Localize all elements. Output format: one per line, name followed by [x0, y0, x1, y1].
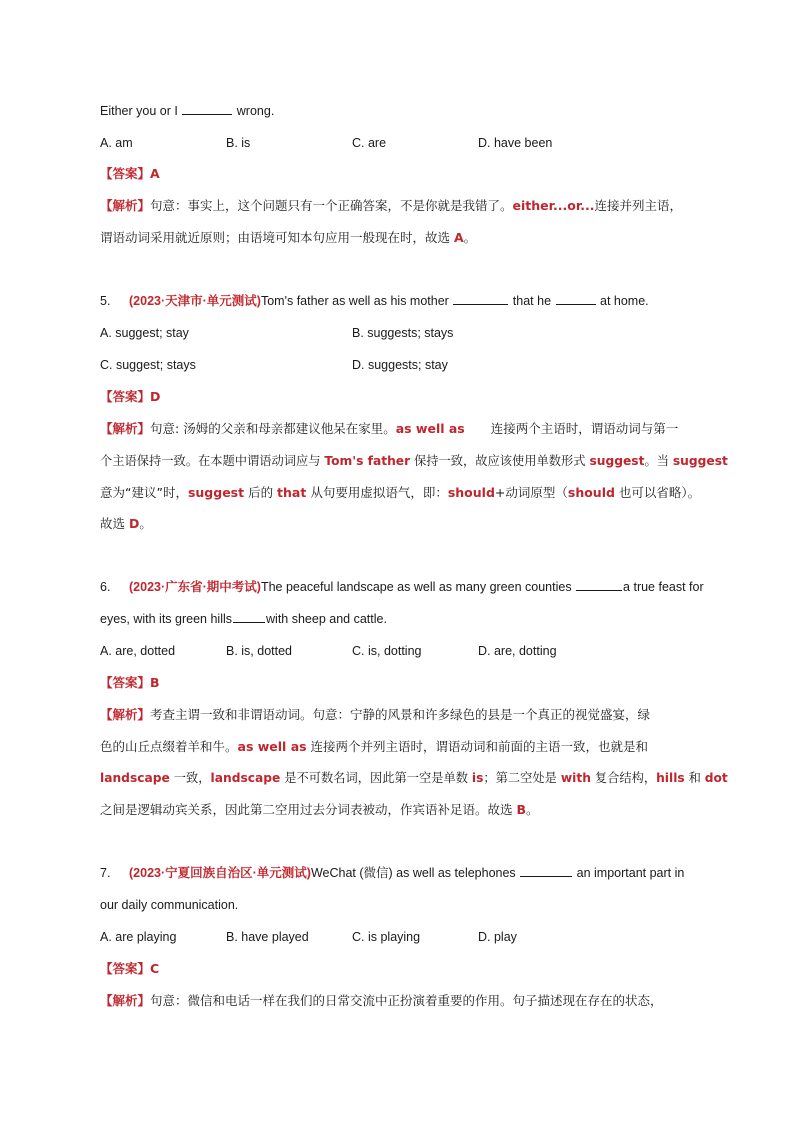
analysis-text: 之间是逻辑动宾关系，因此第二空用过去分词表被动，作宾语补足语。故选 [100, 802, 517, 817]
q6-stem-text: The peaceful landscape as well as many green counties [260, 580, 576, 594]
q5-option-a: A. suggest; stay [100, 326, 189, 340]
q4-option-b: B. is [226, 136, 251, 150]
analysis-text: 连接两个主语时，谓语动词与第一 [490, 421, 679, 436]
q6-analysis-line2 [100, 737, 722, 757]
analysis-text: 从句要用虚拟语气，即： [306, 485, 448, 500]
answer-tag: 【答案】 [100, 166, 151, 181]
q6-blank-1 [576, 578, 622, 591]
q7-answer-value: C [150, 961, 160, 976]
analysis-keyword: dot [704, 771, 728, 785]
analysis-keyword: suggest [589, 454, 645, 468]
analysis-keyword: Tom's father [324, 454, 411, 468]
analysis-keyword: D [128, 516, 140, 531]
analysis-text: 一致， [169, 771, 211, 785]
q7-option-d: D. play [478, 930, 517, 944]
q6-option-a: A. are, dotted [100, 644, 176, 658]
analysis-keyword: landscape [210, 771, 281, 785]
q7-stem-line1 [100, 863, 722, 883]
q5-option-c: C. suggest; stays [100, 358, 196, 372]
q6-option-b: B. is, dotted [226, 644, 293, 658]
q4-answer [100, 164, 722, 184]
q4-stem-text-end: wrong. [233, 104, 275, 118]
q6-analysis-line4 [100, 800, 722, 820]
q7-blank [520, 864, 572, 877]
analysis-tag: 【解析】 [100, 421, 151, 436]
q6-option-c: C. is, dotting [352, 644, 422, 658]
q6-number: 6. [100, 580, 111, 594]
analysis-text: 复合结构， [590, 771, 657, 785]
analysis-keyword: landscape [100, 771, 170, 785]
answer-tag: 【答案】 [100, 675, 151, 690]
q7-option-c: C. is playing [352, 930, 421, 944]
analysis-text: +动词原型（ [494, 485, 568, 500]
analysis-keyword: hills [656, 771, 685, 785]
q5-number: 5. [100, 294, 111, 308]
q4-blank [182, 102, 232, 115]
q5-answer-value: D [150, 389, 161, 404]
q7-stem-text: our daily communication. [100, 898, 239, 912]
q7-answer [100, 959, 722, 979]
q7-analysis-line1 [100, 991, 722, 1011]
analysis-keyword: as well as [395, 421, 465, 436]
analysis-keyword: with [560, 771, 591, 785]
analysis-keyword: should [447, 485, 495, 500]
analysis-keyword: suggest [672, 454, 728, 468]
q5-source: (2023·天津市·单元测试) [129, 294, 261, 308]
q6-blank-2 [233, 610, 265, 623]
analysis-tag: 【解析】 [100, 198, 151, 213]
analysis-text: ；第二空处是 [483, 771, 561, 785]
q4-option-d: D. have been [478, 136, 553, 150]
analysis-text: 是不可数名词，因此第一空是单数 [280, 771, 472, 785]
q4-answer-value: A [150, 166, 160, 181]
q6-stem-text: eyes, with its green hills [100, 612, 233, 626]
analysis-keyword: should [567, 485, 615, 500]
analysis-text: 个主语保持一致。在本题中谓语动词应与 [100, 454, 325, 468]
q6-stem-text: a true feast for [623, 580, 704, 594]
analysis-text: 故选 [100, 516, 129, 531]
q4-option-c: C. are [352, 136, 387, 150]
analysis-text: 句意: 汤姆的父亲和母亲都建议他呆在家里。 [150, 421, 396, 436]
q6-source: (2023·广东省·期中考试) [129, 580, 261, 594]
q6-analysis-line1 [100, 705, 722, 725]
q7-stem-line2 [100, 895, 722, 915]
q5-blank-2 [556, 292, 596, 305]
analysis-keyword: that [277, 485, 307, 500]
q6-answer [100, 673, 722, 693]
q4-stem-text: Either you or I [100, 104, 182, 118]
analysis-text: 和 [684, 771, 705, 785]
analysis-keyword: is [471, 771, 484, 785]
analysis-text: 句意：微信和电话一样在我们的日常交流中正扮演着重要的作用。句子描述现在存在的状态， [150, 993, 663, 1008]
analysis-text: 后的 [244, 485, 278, 500]
analysis-text: 。 [463, 230, 477, 245]
analysis-keyword: suggest [187, 485, 245, 500]
q6-answer-value: B [150, 675, 160, 690]
analysis-keyword: A [453, 230, 464, 245]
q7-option-a: A. are playing [100, 930, 177, 944]
analysis-text: 色的山丘点缀着羊和牛。 [100, 739, 238, 754]
analysis-tag: 【解析】 [100, 707, 151, 722]
analysis-text: 。 [139, 516, 152, 531]
q7-stem-text: an important part in [573, 866, 685, 880]
q5-analysis-line1 [100, 419, 722, 439]
analysis-keyword: as well as [237, 739, 307, 754]
analysis-text: 考查主谓一致和非谓语动词。句意：宁静的风景和许多绿色的县是一个真正的视觉盛宴，绿 [150, 707, 651, 722]
analysis-text: 连接并列主语， [594, 198, 683, 213]
q6-option-d: D. are, dotting [478, 644, 557, 658]
q5-stem [100, 291, 722, 311]
analysis-tag: 【解析】 [100, 993, 151, 1008]
analysis-text: 句意：事实上，这个问题只有一个正确答案，不是你就是我错了。 [150, 198, 513, 213]
analysis-text: 。当 [644, 454, 673, 468]
q6-analysis-line3 [100, 768, 728, 788]
q6-stem-line1 [100, 577, 722, 597]
q6-stem-text: with sheep and cattle. [266, 612, 387, 626]
q5-analysis-line2 [100, 451, 728, 471]
q5-stem-text: Tom's father as well as his mother [260, 294, 453, 308]
q5-blank-1 [453, 292, 508, 305]
q5-answer [100, 387, 722, 407]
answer-tag: 【答案】 [100, 961, 151, 976]
q7-number: 7. [100, 866, 111, 880]
q5-stem-text: at home. [596, 294, 649, 308]
answer-tag: 【答案】 [100, 389, 151, 404]
q4-stem [100, 101, 722, 121]
q7-option-b: B. have played [226, 930, 309, 944]
q5-stem-text: that he [509, 294, 555, 308]
analysis-keyword: either...or... [512, 198, 595, 213]
q5-option-b: B. suggests; stays [352, 326, 454, 340]
analysis-text: 保持一致，故应该使用单数形式 [410, 454, 590, 468]
analysis-text: 意为“建议”时， [100, 485, 188, 500]
q7-source: (2023·宁夏回族自治区·单元测试) [129, 866, 311, 880]
q4-analysis-line1 [100, 196, 722, 216]
q4-option-a: A. am [100, 136, 133, 150]
analysis-text: 连接两个并列主语时，谓语动词和前面的主语一致，也就是和 [306, 739, 649, 754]
analysis-text: 谓语动词采用就近原则；由语境可知本句应用一般现在时，故选 [100, 230, 454, 245]
analysis-keyword: B [516, 802, 527, 817]
q5-option-d: D. suggests; stay [352, 358, 448, 372]
q5-analysis-line3 [100, 483, 722, 503]
q5-analysis-line4 [100, 514, 722, 534]
analysis-text: 也可以省略）。 [614, 485, 701, 500]
q6-stem-line2 [100, 609, 722, 629]
q7-stem-text: WeChat (微信) as well as telephones [310, 866, 520, 880]
q4-analysis-line2 [100, 228, 722, 248]
analysis-text: 。 [526, 802, 539, 817]
